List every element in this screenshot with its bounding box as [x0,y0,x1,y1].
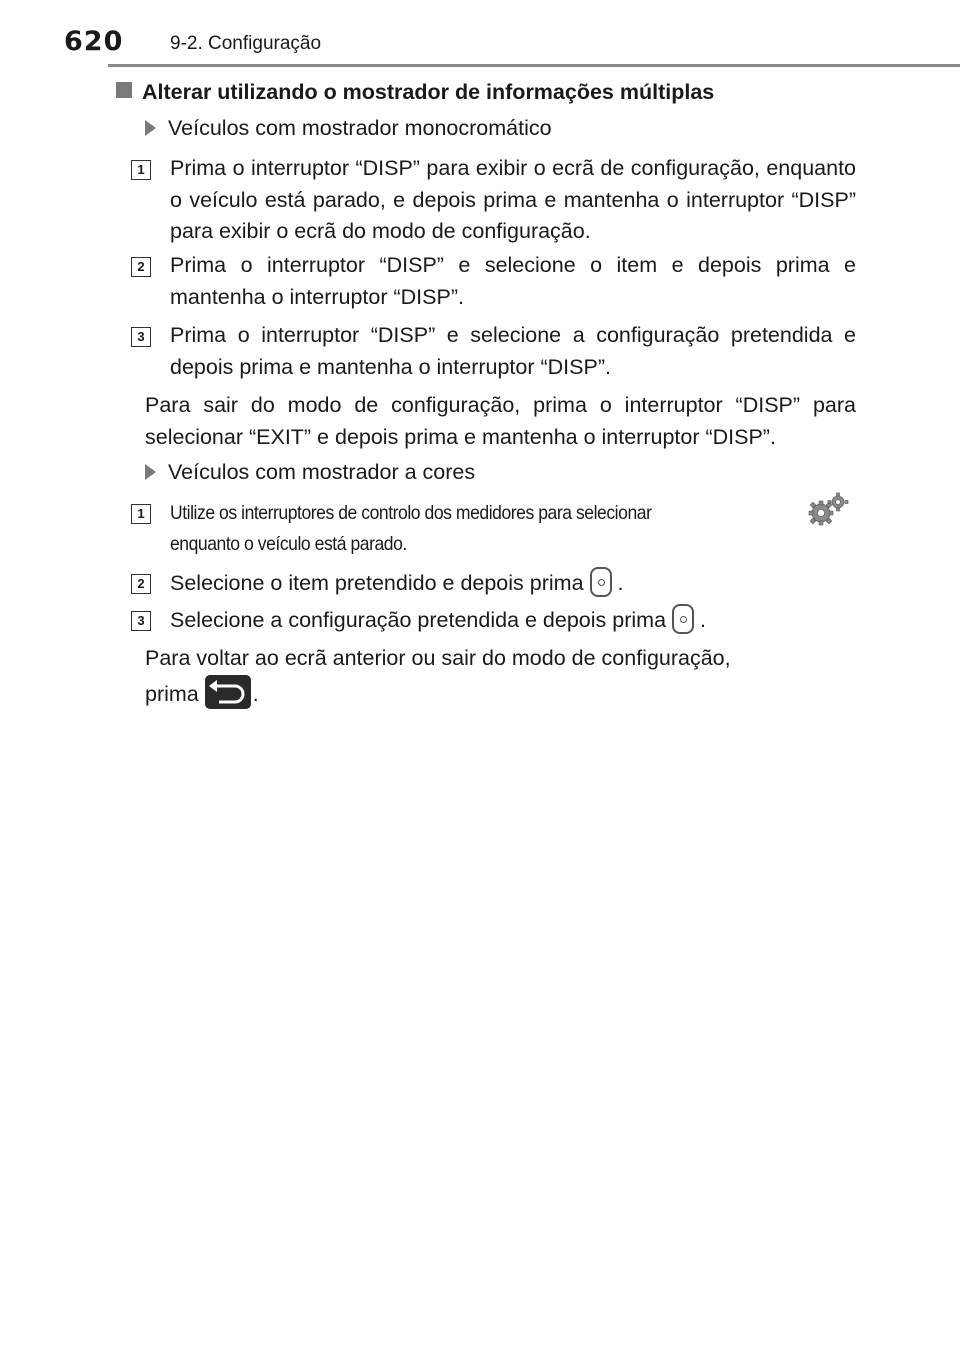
page-header [0,0,960,68]
section-title [116,80,714,105]
color-step-3: Selecione a configuração pretendida e depois prima . [170,604,856,637]
back-arrow-icon [205,675,251,709]
triangle-bullet-icon [145,120,156,136]
color-step-1-line-2: enquanto o veículo está parado. [170,533,407,555]
gear-icon [806,492,850,528]
color-heading-text: Veículos com mostrador a cores [168,460,476,484]
step-number-1: 1 [131,504,151,524]
color-step-3-text: Selecione a configuração pretendida e depois prima [170,608,667,632]
color-heading [145,460,475,485]
mono-exit-note: Para sair do modo de configuração, prima o interruptor “DISP” para selecionar “EXIT” e depois prima e mantenha o interruptor “DISP”. [145,393,856,449]
section-title-text: Alterar utilizando o mostrador de informações múltiplas [142,80,715,104]
mono-step-1: Prima o interruptor “DISP” para exibir o ecrã de configuração, enquanto o veículo está parado, e depois prima e mantenha o interruptor “DISP” para exibir o ecrã do modo de configuração. [170,156,856,243]
mono-step-2: Prima o interruptor “DISP” e selecione o item e depois prima e mantenha o interruptor “DISP”. [170,253,856,309]
step-number-1: 1 [131,160,151,180]
color-back-note: Para voltar ao ecrã anterior ou sair do modo de configuração, prima . [145,643,856,710]
color-step-1-line-1: Utilize os interruptores de controlo dos medidores para selecionar [170,502,652,524]
square-bullet-icon [116,82,132,98]
enter-button-icon [672,604,694,634]
step-number-3: 3 [131,327,151,347]
header-rule [108,64,960,67]
color-back-note-line-2: prima [145,681,199,706]
chapter-title: 9-2. Configuração [170,33,322,54]
page-number: 620 [64,26,124,57]
color-back-note-line-1: Para voltar ao ecrã anterior ou sair do modo de configuração, [145,646,731,670]
enter-button-icon [590,567,612,597]
color-step-2-text: Selecione o item pretendido e depois prima [170,571,584,595]
step-number-3: 3 [131,611,151,631]
color-step-2: Selecione o item pretendido e depois prima . [170,567,856,600]
mono-heading-text: Veículos com mostrador monocromático [168,116,552,140]
step-number-2: 2 [131,574,151,594]
mono-heading [145,116,552,141]
step-number-2: 2 [131,257,151,277]
triangle-bullet-icon [145,464,156,480]
mono-step-3: Prima o interruptor “DISP” e selecione a configuração pretendida e depois prima e mantenha o interruptor “DISP”. [170,323,856,379]
